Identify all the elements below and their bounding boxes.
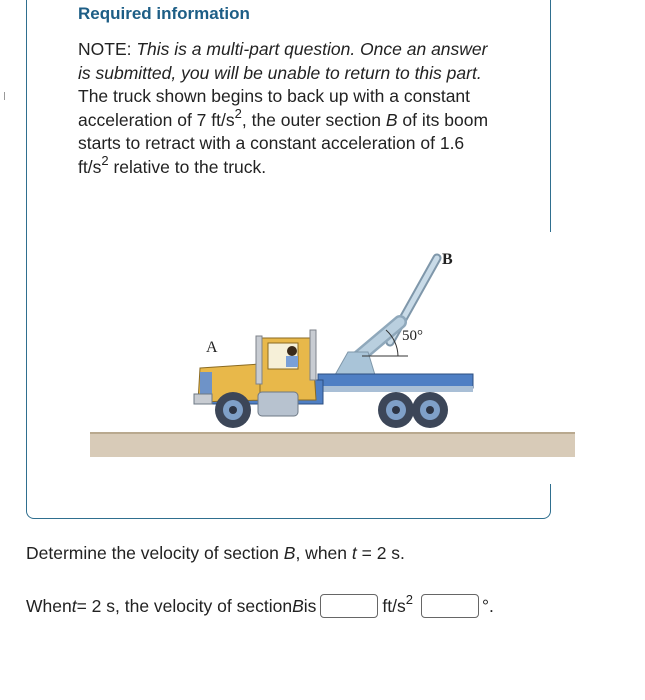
exhaust-stack <box>256 336 262 384</box>
required-information-title: Required information <box>78 4 250 23</box>
question-var-t: t <box>351 543 357 563</box>
note-text: This is a multi-part question. Once an answer is submitted, you will be unable to return to this part. <box>78 39 488 83</box>
problem-text-2: , the outer section <box>241 109 381 130</box>
unit-text: ft/s <box>382 595 406 616</box>
velocity-magnitude-input[interactable] <box>320 594 378 618</box>
driver-head <box>287 346 297 356</box>
problem-text-4: relative to the truck. <box>108 156 267 177</box>
unit-exponent: 2 <box>405 591 413 607</box>
ground <box>90 433 575 457</box>
question-suffix: = 2 s. <box>356 543 405 563</box>
truck-bed <box>318 374 473 388</box>
rear-wheel <box>378 392 414 428</box>
answer-line <box>26 591 494 618</box>
unit-label <box>382 591 413 617</box>
problem-paragraph <box>78 85 498 179</box>
question-var-b: B <box>283 543 296 563</box>
note-paragraph <box>78 38 498 85</box>
answer-is: is <box>303 595 317 616</box>
label-b: B <box>442 251 453 268</box>
question-prefix: Determine the velocity of section <box>26 543 284 563</box>
degree-symbol: °. <box>481 595 494 616</box>
truck-bed-rail <box>318 386 473 392</box>
exponent: 2 <box>234 105 242 121</box>
answer-prefix: When <box>26 595 72 616</box>
exponent: 2 <box>101 152 109 168</box>
problem-text-1: The truck shown begins to back up with a constant acceleration of 7 ft/s <box>78 86 471 130</box>
problem-text-3: of its boom starts to retract with a constant acceleration of 1.6 ft/s <box>78 109 489 177</box>
scroll-tick <box>4 92 5 100</box>
truck-boom-figure <box>90 240 575 460</box>
angle-label: 50° <box>402 328 423 344</box>
boom-base <box>335 352 375 375</box>
label-a: A <box>206 339 218 356</box>
note-label: NOTE: <box>78 39 132 59</box>
variable-b: B <box>385 109 398 130</box>
answer-middle: = 2 s, the velocity of section <box>76 595 293 616</box>
exhaust-stack <box>310 330 316 380</box>
problem-statement <box>78 38 498 179</box>
driver-body <box>286 356 298 367</box>
velocity-angle-input[interactable] <box>421 594 479 618</box>
answer-var-b: B <box>292 595 304 616</box>
front-wheel <box>215 392 251 428</box>
rear-wheel <box>412 392 448 428</box>
answer-var-t: t <box>71 595 77 616</box>
question-prompt <box>26 543 405 564</box>
question-middle: , when <box>295 543 352 563</box>
fuel-tank <box>258 392 298 416</box>
front-bumper <box>194 394 212 404</box>
